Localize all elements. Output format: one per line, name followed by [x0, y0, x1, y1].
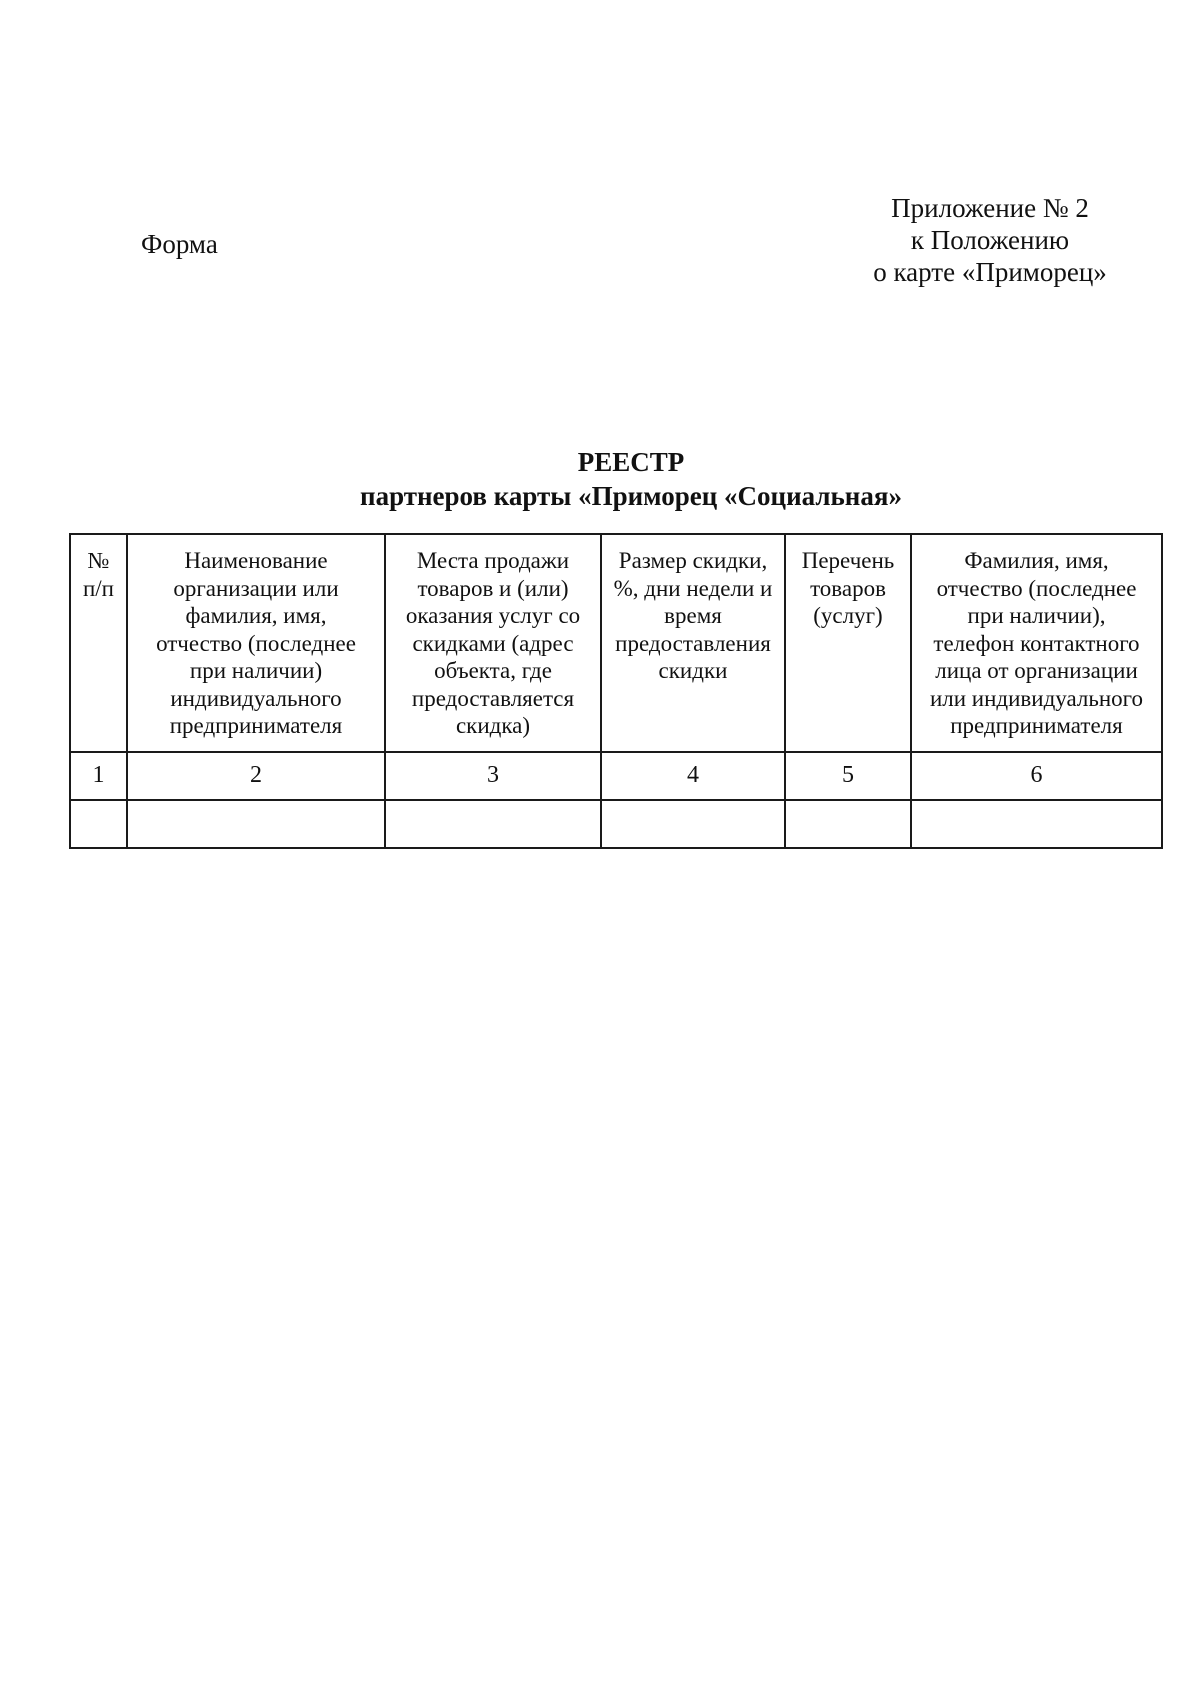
- column-number: 6: [911, 752, 1162, 800]
- column-number: 2: [127, 752, 385, 800]
- column-header-organization: Наименование организации или фамилия, имя, отчество (последнее при наличии) индивидуального предпринимателя: [127, 534, 385, 752]
- column-number: 3: [385, 752, 601, 800]
- column-numbers-row: [70, 752, 1162, 800]
- table-cell: [785, 800, 911, 848]
- table-cell: [127, 800, 385, 848]
- column-header-sale-places: Места продажи товаров и (или) оказания услуг со скидками (адрес объекта, где предоставляется скидка): [385, 534, 601, 752]
- registry-table: [69, 533, 1163, 849]
- table-cell: [70, 800, 127, 848]
- title-sub: партнеров карты «Приморец «Социальная»: [360, 481, 902, 511]
- column-header-number: № п/п: [70, 534, 127, 752]
- column-number: 4: [601, 752, 785, 800]
- appendix-line: о карте «Приморец»: [873, 257, 1107, 287]
- column-number: 1: [70, 752, 127, 800]
- column-header-contact-person: Фамилия, имя, отчество (последнее при наличии), телефон контактного лица от организации или индивидуального предпринимателя: [911, 534, 1162, 752]
- appendix-line: Приложение № 2: [891, 193, 1089, 223]
- table-cell: [385, 800, 601, 848]
- table-header-row: [70, 534, 1162, 752]
- table-cell: [601, 800, 785, 848]
- appendix-reference: [860, 192, 1120, 288]
- column-header-goods-list: Перечень товаров (услуг): [785, 534, 911, 752]
- column-header-discount: Размер скидки, %, дни недели и время предоставления скидки: [601, 534, 785, 752]
- form-label: Форма: [141, 229, 218, 259]
- appendix-line: к Положению: [910, 225, 1070, 255]
- document-title: [0, 445, 1200, 513]
- title-main: РЕЕСТР: [577, 447, 685, 477]
- column-number: 5: [785, 752, 911, 800]
- table-cell: [911, 800, 1162, 848]
- table-row: [70, 800, 1162, 848]
